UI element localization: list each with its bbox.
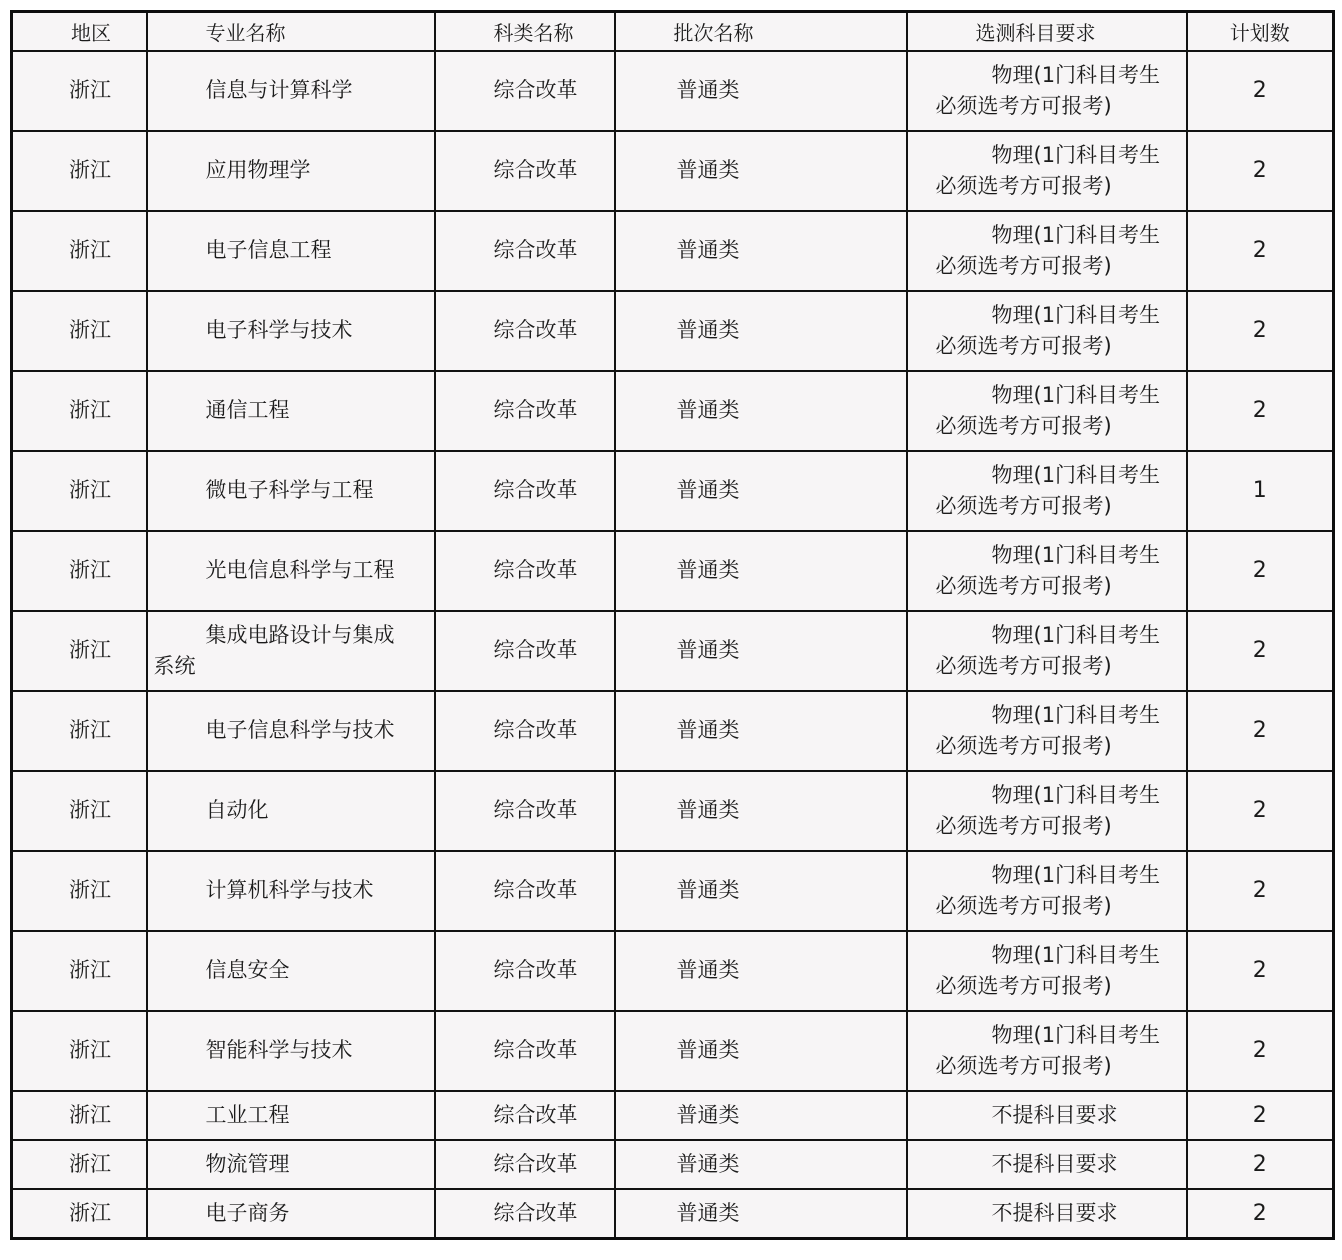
cell-major: 工业工程: [147, 1091, 435, 1140]
header-batch: 批次名称: [615, 12, 907, 51]
table-row: [12, 451, 1334, 531]
cell-requirement: 物理(1门科目考生必须选考方可报考): [907, 211, 1187, 291]
cell-batch: 普通类: [615, 211, 907, 291]
table-row: [12, 291, 1334, 371]
cell-major: 自动化: [147, 771, 435, 851]
cell-category: 综合改革: [435, 1091, 615, 1140]
cell-batch: 普通类: [615, 691, 907, 771]
cell-requirement: 物理(1门科目考生必须选考方可报考): [907, 691, 1187, 771]
cell-category: 综合改革: [435, 691, 615, 771]
cell-region: 浙江: [12, 531, 147, 611]
cell-major: 通信工程: [147, 371, 435, 451]
table-row: [12, 531, 1334, 611]
table-row: [12, 851, 1334, 931]
cell-batch: 普通类: [615, 371, 907, 451]
cell-category: 综合改革: [435, 451, 615, 531]
cell-requirement: 物理(1门科目考生必须选考方可报考): [907, 1011, 1187, 1091]
cell-category: 综合改革: [435, 851, 615, 931]
cell-plan: 2: [1187, 1140, 1334, 1189]
cell-category: 综合改革: [435, 211, 615, 291]
cell-requirement: 不提科目要求: [907, 1189, 1187, 1239]
cell-region: 浙江: [12, 1091, 147, 1140]
cell-region: 浙江: [12, 931, 147, 1011]
table-row: [12, 131, 1334, 211]
cell-major: 微电子科学与工程: [147, 451, 435, 531]
admission-plan-table: [10, 10, 1335, 1240]
cell-category: 综合改革: [435, 611, 615, 691]
cell-plan: 2: [1187, 771, 1334, 851]
table-row: [12, 1140, 1334, 1189]
cell-requirement: 不提科目要求: [907, 1140, 1187, 1189]
cell-category: 综合改革: [435, 131, 615, 211]
cell-major: 电子科学与技术: [147, 291, 435, 371]
cell-requirement: 不提科目要求: [907, 1091, 1187, 1140]
cell-major: 电子信息科学与技术: [147, 691, 435, 771]
cell-region: 浙江: [12, 51, 147, 131]
cell-plan: 2: [1187, 131, 1334, 211]
cell-batch: 普通类: [615, 51, 907, 131]
cell-region: 浙江: [12, 691, 147, 771]
cell-requirement: 物理(1门科目考生必须选考方可报考): [907, 771, 1187, 851]
table-row: [12, 1091, 1334, 1140]
cell-requirement: 物理(1门科目考生必须选考方可报考): [907, 611, 1187, 691]
header-plan: 计划数: [1187, 12, 1334, 51]
cell-plan: 1: [1187, 451, 1334, 531]
header-major: 专业名称: [147, 12, 435, 51]
cell-major: 电子商务: [147, 1189, 435, 1239]
cell-category: 综合改革: [435, 371, 615, 451]
cell-major: 智能科学与技术: [147, 1011, 435, 1091]
cell-major: 应用物理学: [147, 131, 435, 211]
cell-plan: 2: [1187, 611, 1334, 691]
cell-batch: 普通类: [615, 1140, 907, 1189]
cell-major: 光电信息科学与工程: [147, 531, 435, 611]
cell-plan: 2: [1187, 211, 1334, 291]
cell-batch: 普通类: [615, 611, 907, 691]
header-category: 科类名称: [435, 12, 615, 51]
cell-requirement: 物理(1门科目考生必须选考方可报考): [907, 851, 1187, 931]
table-row: [12, 371, 1334, 451]
cell-region: 浙江: [12, 1011, 147, 1091]
cell-region: 浙江: [12, 1189, 147, 1239]
cell-region: 浙江: [12, 1140, 147, 1189]
cell-plan: 2: [1187, 51, 1334, 131]
cell-region: 浙江: [12, 771, 147, 851]
cell-major: 电子信息工程: [147, 211, 435, 291]
cell-region: 浙江: [12, 131, 147, 211]
cell-requirement: 物理(1门科目考生必须选考方可报考): [907, 131, 1187, 211]
cell-requirement: 物理(1门科目考生必须选考方可报考): [907, 371, 1187, 451]
cell-category: 综合改革: [435, 291, 615, 371]
cell-major: 信息安全: [147, 931, 435, 1011]
cell-plan: 2: [1187, 1091, 1334, 1140]
cell-plan: 2: [1187, 851, 1334, 931]
header-requirement: 选测科目要求: [907, 12, 1187, 51]
cell-batch: 普通类: [615, 851, 907, 931]
cell-major: 集成电路设计与集成系统: [147, 611, 435, 691]
header-region: 地区: [12, 12, 147, 51]
cell-plan: 2: [1187, 931, 1334, 1011]
cell-batch: 普通类: [615, 131, 907, 211]
cell-plan: 2: [1187, 691, 1334, 771]
cell-plan: 2: [1187, 531, 1334, 611]
cell-major: 信息与计算科学: [147, 51, 435, 131]
cell-category: 综合改革: [435, 531, 615, 611]
cell-plan: 2: [1187, 291, 1334, 371]
cell-plan: 2: [1187, 1189, 1334, 1239]
cell-plan: 2: [1187, 371, 1334, 451]
cell-major: 物流管理: [147, 1140, 435, 1189]
table-row: [12, 51, 1334, 131]
cell-region: 浙江: [12, 851, 147, 931]
header-row: [12, 12, 1334, 51]
cell-requirement: 物理(1门科目考生必须选考方可报考): [907, 931, 1187, 1011]
cell-category: 综合改革: [435, 1140, 615, 1189]
cell-category: 综合改革: [435, 771, 615, 851]
cell-batch: 普通类: [615, 931, 907, 1011]
cell-batch: 普通类: [615, 1011, 907, 1091]
cell-batch: 普通类: [615, 771, 907, 851]
cell-requirement: 物理(1门科目考生必须选考方可报考): [907, 531, 1187, 611]
cell-category: 综合改革: [435, 1189, 615, 1239]
cell-batch: 普通类: [615, 531, 907, 611]
table-row: [12, 931, 1334, 1011]
cell-category: 综合改革: [435, 51, 615, 131]
table-header: [12, 12, 1334, 51]
table-row: [12, 771, 1334, 851]
cell-requirement: 物理(1门科目考生必须选考方可报考): [907, 291, 1187, 371]
table-row: [12, 691, 1334, 771]
table-row: [12, 211, 1334, 291]
cell-batch: 普通类: [615, 1189, 907, 1239]
cell-batch: 普通类: [615, 291, 907, 371]
table-row: [12, 611, 1334, 691]
cell-region: 浙江: [12, 291, 147, 371]
table-row: [12, 1011, 1334, 1091]
cell-batch: 普通类: [615, 1091, 907, 1140]
cell-plan: 2: [1187, 1011, 1334, 1091]
cell-requirement: 物理(1门科目考生必须选考方可报考): [907, 451, 1187, 531]
table-body: [12, 51, 1334, 1239]
cell-requirement: 物理(1门科目考生必须选考方可报考): [907, 51, 1187, 131]
cell-region: 浙江: [12, 611, 147, 691]
cell-region: 浙江: [12, 451, 147, 531]
cell-batch: 普通类: [615, 451, 907, 531]
cell-region: 浙江: [12, 371, 147, 451]
cell-region: 浙江: [12, 211, 147, 291]
cell-category: 综合改革: [435, 931, 615, 1011]
cell-category: 综合改革: [435, 1011, 615, 1091]
cell-major: 计算机科学与技术: [147, 851, 435, 931]
table-row: [12, 1189, 1334, 1239]
